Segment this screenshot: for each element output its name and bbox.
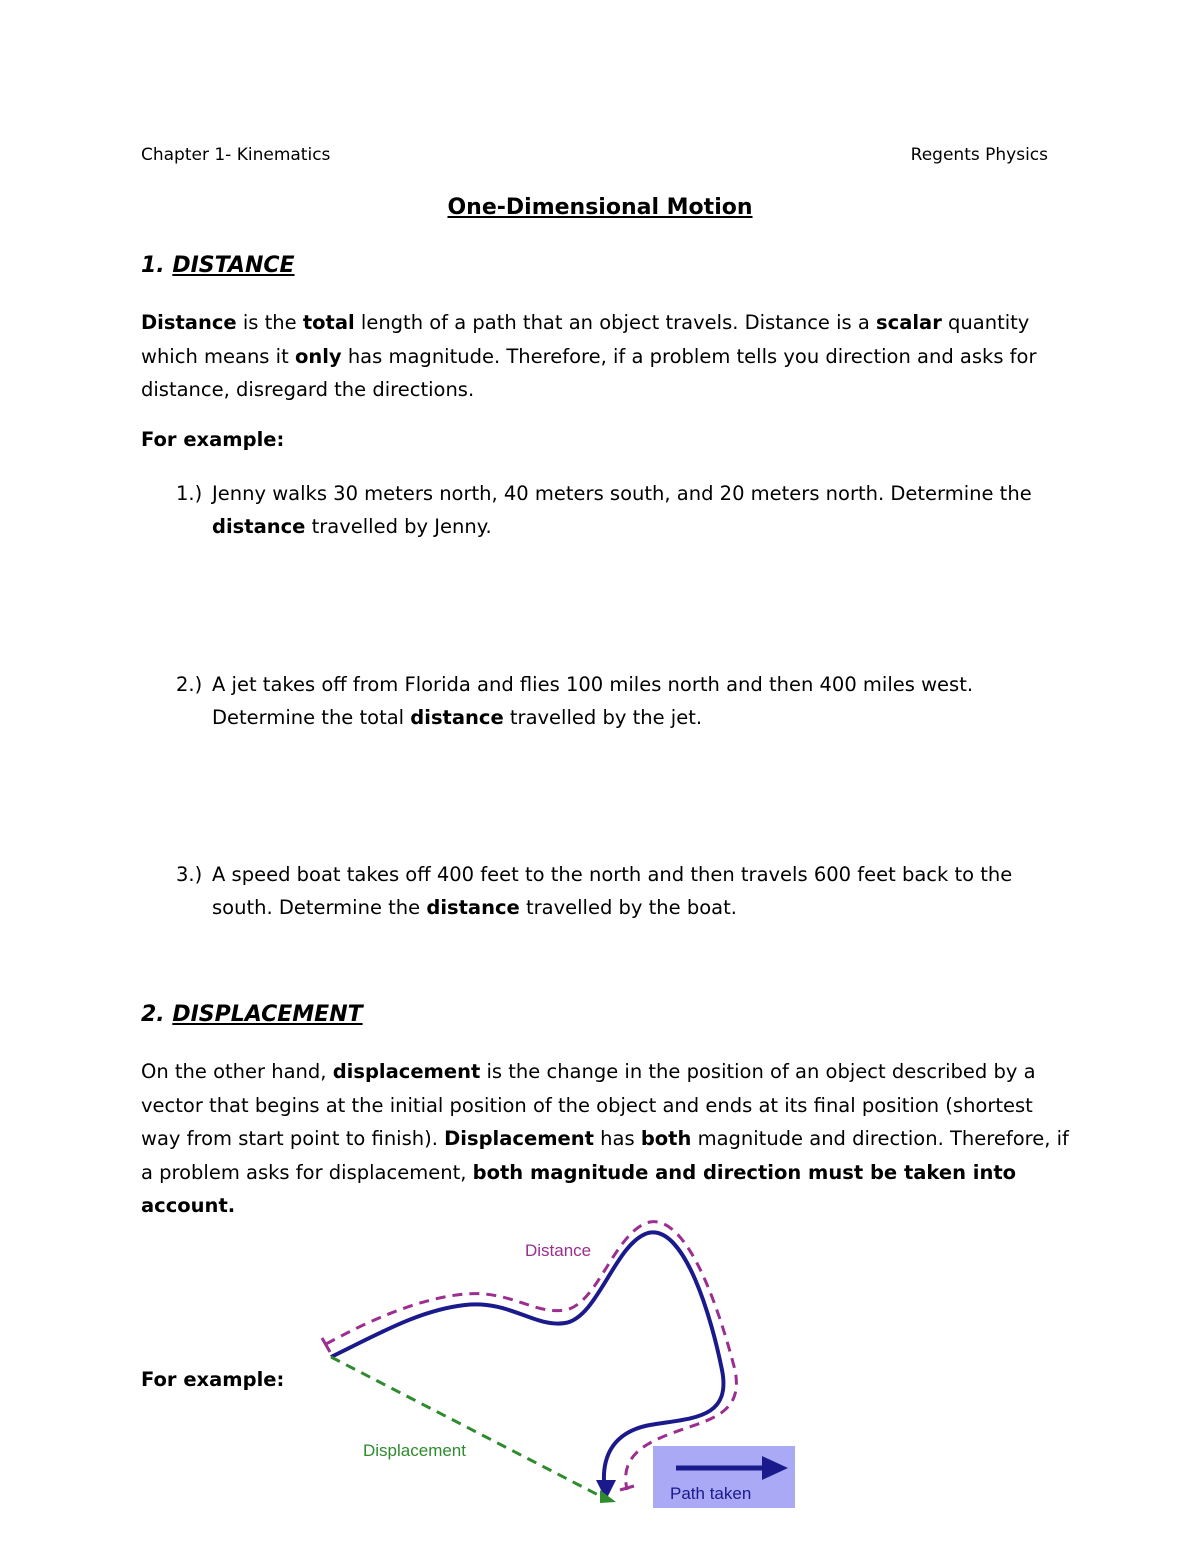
distance-end-tick [620, 1486, 634, 1490]
text: Jenny walks 30 meters north, 40 meters south, and 20 meters north. Determine the [212, 482, 1032, 505]
term-distance: distance [410, 706, 504, 729]
question-number: 1.) [176, 482, 203, 505]
text: has magnitude. Therefore, if a problem tells you direction and asks for distance, disregard the directions. [141, 344, 1037, 401]
section1-number: 1. [141, 253, 173, 278]
text: travelled by the boat. [519, 896, 737, 919]
text: travelled by the jet. [503, 706, 703, 729]
text: length of a path that an object travels. Distance is a [354, 311, 877, 334]
term-distance: Distance [141, 311, 237, 334]
text: A jet takes off from Florida and flies 100 miles north and then 400 miles west. Determine the total [212, 673, 974, 729]
header-left: Chapter 1- Kinematics [141, 145, 331, 165]
section1-title: DISTANCE [172, 253, 295, 278]
section2-title: DISPLACEMENT [172, 1002, 363, 1027]
text: is the [236, 311, 303, 334]
section1-example-label: For example: [141, 428, 285, 451]
section2-number: 2. [141, 1002, 173, 1027]
term-displacement: Displacement [444, 1127, 594, 1150]
question-number: 2.) [176, 673, 203, 696]
text: On the other hand, [141, 1060, 333, 1083]
text: A speed boat takes off 400 feet to the north and then travels 600 feet back to the south. Determine the [212, 863, 1013, 919]
question-number: 3.) [176, 863, 203, 886]
legend-label: Path taken [670, 1484, 752, 1503]
text: is the change in the position of an object described by a vector that begins at the initial position of the object and ends at its final position (shortest way from start point to finish). [141, 1060, 1036, 1150]
term-total: total [302, 311, 355, 334]
term-scalar: scalar [876, 311, 942, 334]
text: quantity which means it [141, 311, 1030, 368]
term-only: only [294, 344, 342, 368]
text: has [593, 1127, 641, 1150]
emphasis-both-magnitude-direction: both magnitude and direction must be taken into account. [141, 1160, 1017, 1217]
distance-label: Distance [525, 1241, 592, 1260]
distance-start-tick [322, 1338, 330, 1352]
section2-example-label: For example: [141, 1368, 285, 1391]
displacement-label: Displacement [363, 1441, 466, 1460]
text: magnitude and direction. Therefore, if a problem asks for displacement, [141, 1127, 1069, 1184]
term-both: both [640, 1127, 692, 1150]
header-right: Regents Physics [910, 145, 1048, 165]
term-distance: distance [426, 896, 520, 919]
term-displacement: displacement [332, 1060, 481, 1083]
text: travelled by Jenny. [305, 515, 492, 538]
page-title: One-Dimensional Motion [447, 195, 753, 220]
displacement-line [331, 1357, 608, 1500]
term-distance: distance [212, 515, 306, 538]
